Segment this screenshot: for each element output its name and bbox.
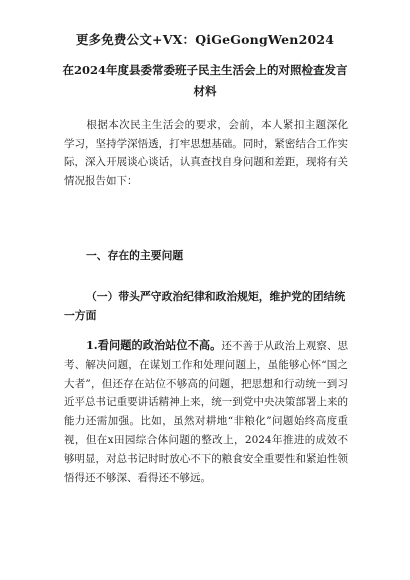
intro-paragraph xyxy=(64,116,348,190)
point-text: 还不善于从政治上观察、思考、解决问题，在谋划工作和处理问题上，虽能够心怀“国之大者”，但还存在站位不够高的问题，把思想和行动统一到习近平总书记重要讲话精神上来，统一到党中央决策部署上来的能力还需加强。比如，虽然对耕地“非粮化”问题始终高度重视，但在x田园综合体问题的整改上，2024年推进的成效不够明显，对总书记时时放心不下的粮食安全重要性和紧迫性领悟得还不够深、看得还不够远。 xyxy=(64,340,349,484)
section-heading: 一、存在的主要问题 xyxy=(86,249,184,262)
intro-text: 根据本次民主生活会的要求，会前，本人紧扣主题深化学习，坚持学深悟透，打牢思想基础。同时，紧密结合工作实际，深入开展谈心谈话，认真查找自身问题和差距，现将有关情况报告如下： xyxy=(64,119,348,187)
promo-header: 更多免费公文+VX：QiGeGongWen2024 xyxy=(75,32,335,47)
document-title: 在2024年度县委常委班子民主生活会上的对照检查发言材料 xyxy=(62,63,348,98)
subsection-heading xyxy=(64,287,348,325)
subsection-text: （一）带头严守政治纪律和政治规矩，维护党的团结统一方面 xyxy=(64,290,346,322)
point-paragraph xyxy=(64,336,348,487)
point-lead: 1.看问题的政治站位不高。 xyxy=(86,338,222,352)
